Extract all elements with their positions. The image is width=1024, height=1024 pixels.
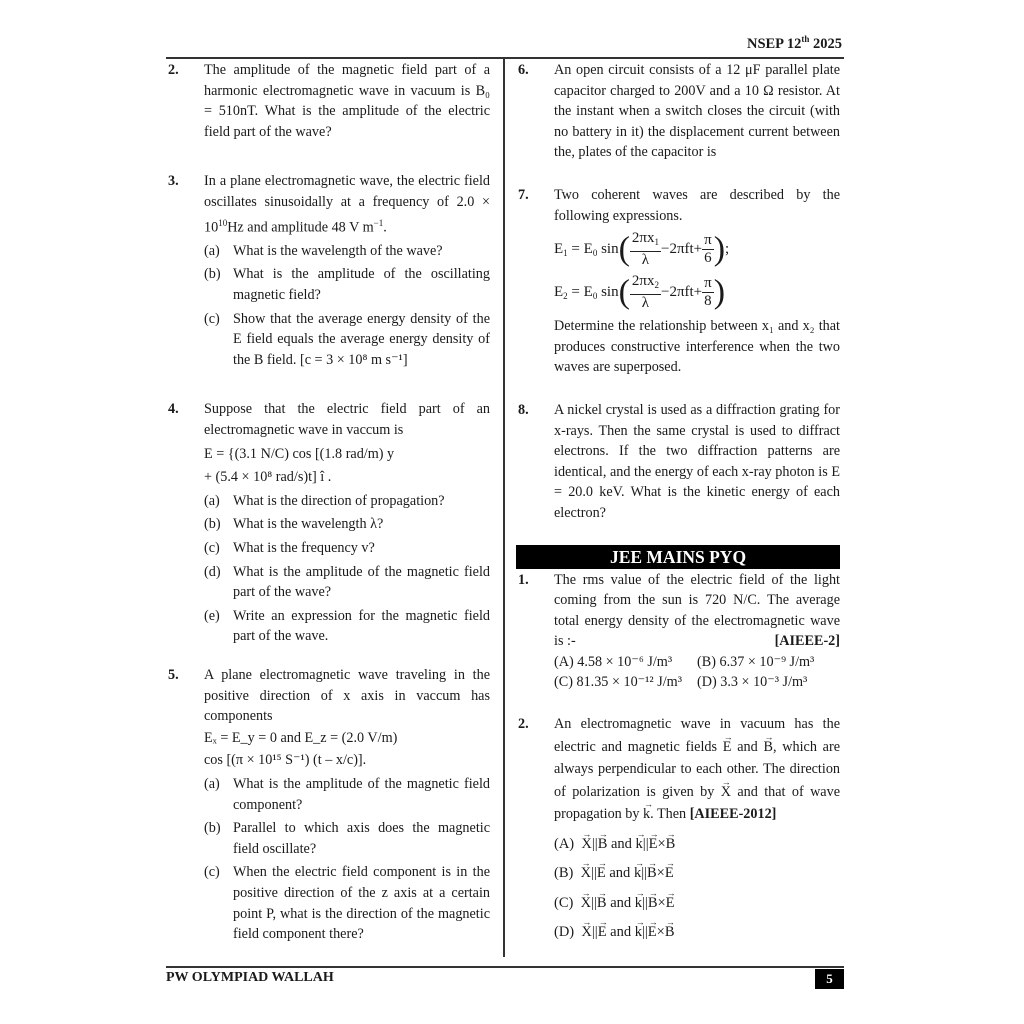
- question-number: 4.: [168, 401, 179, 418]
- question-2: [166, 60, 490, 142]
- equation-line: cos [(π × 10¹⁵ S⁻¹) (t – x/c)].: [204, 752, 367, 769]
- page-number-badge: 5: [815, 969, 844, 989]
- option-b: (B) → X||→ E and → k||→ B×→ E: [554, 862, 840, 885]
- question-text: An electromagnetic wave in vacuum has the electric and magnetic fields → E and → B, which are always perpendicular to each other. The direction of polarization is given by → X and that of wave propagation by → k. Then [AIEEE-2012]: [554, 713, 840, 826]
- question-text: A nickel crystal is used as a diffraction grating for x-rays. Then the same crystal is used to diffract electrons. If the two diffraction patterns are identical, and the energy of each x-ray photon is E = 20.0 keV. What is the kinetic energy of each electron?: [554, 401, 840, 521]
- sub-question-a: (a) What is the wavelength of the wave?: [204, 242, 443, 259]
- options-row: [554, 652, 840, 673]
- right-column: [516, 58, 840, 944]
- question-text: Two coherent waves are described by the following expressions.: [554, 186, 840, 224]
- sub-question-b: (b) What is the wavelength λ?: [204, 516, 384, 533]
- equation-line: + (5.4 × 10⁸ rad/s)t] î .: [204, 469, 332, 486]
- sub-question-b: (b) Parallel to which axis does the magnetic field oscillate?: [204, 820, 490, 857]
- equation-line: E = {(3.1 N/C) cos [(1.8 rad/m) y: [204, 445, 395, 462]
- question-number: 2.: [518, 716, 529, 733]
- question-number: 3.: [168, 173, 179, 190]
- question-text: The rms value of the electric field of the light coming from the sun is 720 N/C. The average total energy density of the electromagnetic wave is :- [AIEEE-2]: [554, 570, 840, 652]
- option-a: (A) → X||→ B and → k||→ E×→ B: [554, 833, 840, 856]
- option-c: (C) → X||→ B and → k||→ B×→ E: [554, 892, 840, 915]
- question-text: Suppose that the electric field part of an electromagnetic wave in vaccum is: [204, 401, 490, 439]
- column-divider: [503, 59, 505, 957]
- question-number: 1.: [518, 571, 529, 588]
- sub-question-a: (a) What is the direction of propagation?: [204, 492, 445, 509]
- sub-question-d: (d) What is the amplitude of the magnetic field part of the wave?: [204, 563, 490, 601]
- pyq-question-1: [516, 570, 840, 694]
- sub-question-e: (e) Write an expression for the magnetic field part of the wave.: [204, 607, 490, 645]
- question-number: 2.: [168, 62, 179, 78]
- option-c: (C) 81.35 × 10⁻¹² J/m³: [554, 674, 682, 691]
- question-text: An open circuit consists of a 12 μF parallel plate capacitor charged to 200V and a 10 Ω resistor. At the instant when a switch closes the circuit (with no battery in it) the displacement current between the, plates of the capacitor is: [554, 62, 840, 161]
- question-4: [166, 399, 490, 647]
- option-d: (D) 3.3 × 10⁻³ J/m³: [697, 674, 808, 691]
- question-number: 7.: [518, 186, 529, 203]
- question-number: 5.: [168, 666, 179, 683]
- page-header-title: NSEP 12th 2025: [746, 34, 842, 52]
- question-text: In a plane electromagnetic wave, the electric field oscillates sinusoidally at a frequency of $2.0 \times 10^{10}Hz$ and amplitude 48 V $m^{-1}$.: [204, 173, 490, 236]
- equation-line: Eₓ = E_y = 0 and E_z = (2.0 V/m): [204, 729, 398, 746]
- equation-e1: $E_1 = E_0$ sin( $\frac{2\pi x_1}{\lambda}$ −2πft+ $\frac{\pi}{6}$ );: [554, 230, 730, 269]
- section-banner-jee-mains-pyq: JEE MAINS PYQ: [516, 545, 840, 569]
- question-number: 8.: [518, 401, 529, 418]
- sub-question-c: (c) What is the frequency v?: [204, 540, 375, 557]
- question-number: 6.: [518, 62, 529, 78]
- sub-question-a: (a) What is the amplitude of the magnetic field component?: [204, 775, 490, 813]
- question-followup: Determine the relationship between x₁ and x₂ that produces constructive interference when the two waves are superposed.: [554, 318, 840, 376]
- pyq-question-2: [516, 713, 840, 944]
- option-b: (B) 6.37 × 10⁻⁹ J/m³: [697, 653, 815, 670]
- exam-tag: [AIEEE-2]: [774, 633, 840, 650]
- exam-tag: [AIEEE-2012]: [689, 806, 777, 823]
- sub-question-b: (b) What is the amplitude of the oscillating magnetic field?: [204, 266, 490, 304]
- left-column: [166, 58, 490, 945]
- equation-e2: $E_2 = E_0$ sin( $\frac{2\pi x_2}{\lambda}$ −2πft+ $\frac{\pi}{8}$ ): [554, 273, 726, 312]
- option-a: (A) 4.58 × 10⁻⁶ J/m³: [554, 653, 673, 670]
- question-text: The amplitude of the magnetic field part of a harmonic electromagnetic wave in vacuum is B₀ = 510nT. What is the amplitude of the electric field part of the wave?: [204, 62, 490, 140]
- question-text: A plane electromagnetic wave traveling in the positive direction of x axis in vaccum has components: [204, 666, 490, 725]
- question-7: [516, 185, 840, 378]
- option-d: (D) → X||→ E and → k||→ E×→ B: [554, 921, 840, 944]
- question-8: [516, 400, 840, 524]
- sub-question-c: (c) Show that the average energy density of the E field equals the average energy density of the B field. [c = 3 × 10⁸ m s⁻¹]: [204, 310, 490, 368]
- footer-publisher: PW OLYMPIAD WALLAH: [166, 970, 334, 985]
- question-3: [166, 171, 490, 370]
- question-6: [516, 60, 840, 163]
- question-5: [166, 665, 490, 945]
- options-row: [554, 672, 840, 693]
- sub-question-c: (c) When the electric field component is in the positive direction of the z axis at a certain point P, what is the direction of the magnetic field component there?: [204, 864, 490, 943]
- bottom-rule: [166, 966, 844, 968]
